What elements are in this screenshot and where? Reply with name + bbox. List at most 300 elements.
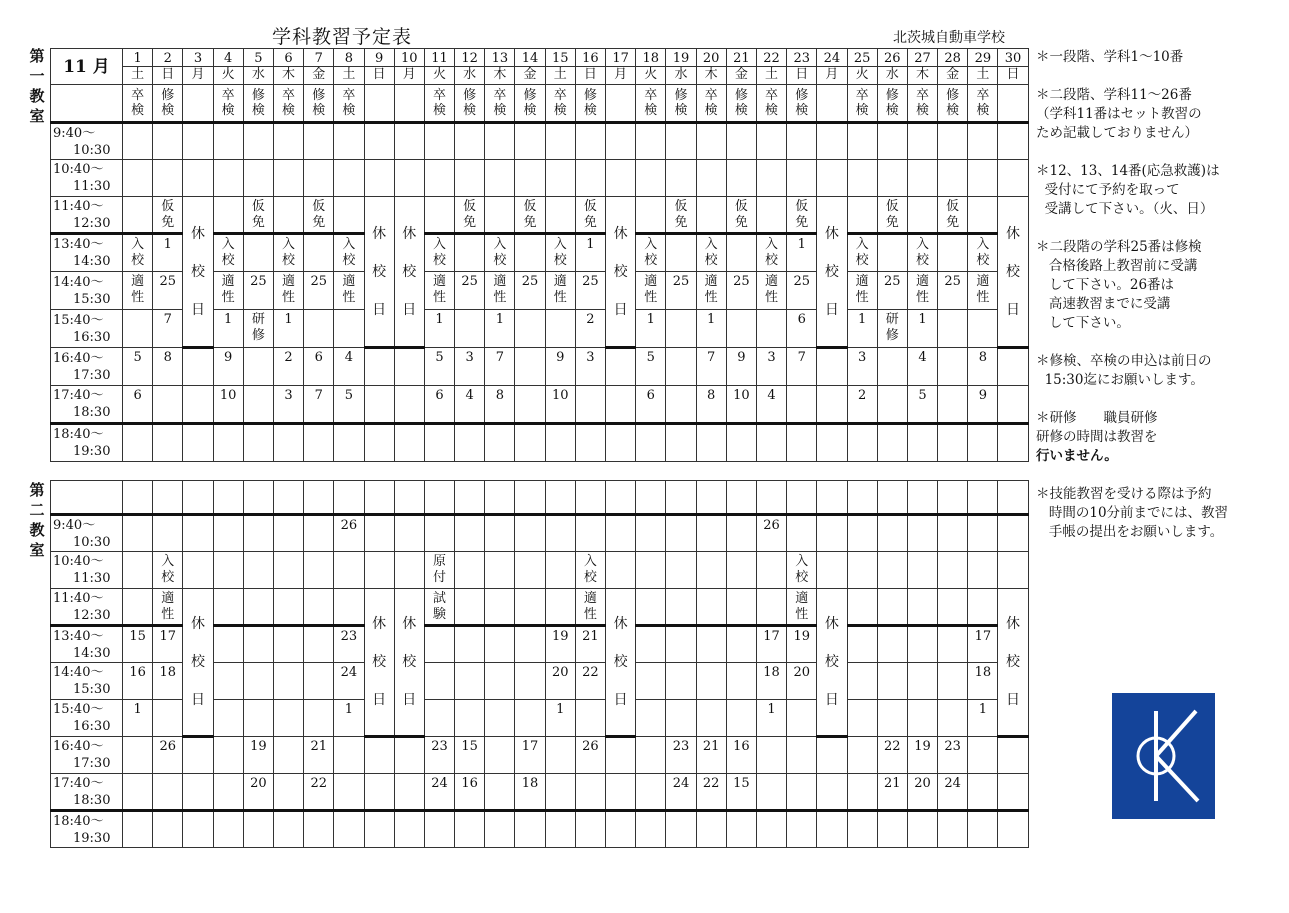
day-header: 17 月 bbox=[606, 49, 636, 85]
schedule-cell bbox=[515, 234, 545, 272]
note-line: ＊研修 職員研修 bbox=[1036, 410, 1158, 426]
time-slot: 16:40～ 17:30 bbox=[51, 348, 123, 386]
schedule-cell bbox=[666, 589, 696, 626]
schedule-cell bbox=[787, 700, 817, 737]
empty-cell bbox=[183, 552, 213, 589]
schedule-cell bbox=[696, 626, 726, 663]
schedule-cell bbox=[636, 197, 666, 234]
schedule-cell bbox=[515, 424, 545, 462]
schedule-cell: 18 bbox=[968, 663, 998, 700]
note-line: して下さい。26番は bbox=[1036, 277, 1175, 293]
schedule-cell bbox=[666, 424, 696, 462]
time-slot: 10:40～ 11:30 bbox=[51, 160, 123, 197]
exam-cell: 卒 検 bbox=[636, 85, 666, 123]
schedule-cell bbox=[907, 663, 937, 700]
schedule-cell: 入 校 bbox=[907, 234, 937, 272]
schedule-cell bbox=[907, 589, 937, 626]
schedule-cell bbox=[756, 160, 786, 197]
schedule-cell: 16 bbox=[726, 737, 756, 774]
header-cell bbox=[998, 481, 1028, 515]
schedule-cell bbox=[243, 160, 273, 197]
schedule-cell bbox=[756, 552, 786, 589]
schedule-cell bbox=[153, 123, 183, 160]
schedule-cell: 入 校 bbox=[153, 552, 183, 589]
note-line: 研修の時間は教習を bbox=[1036, 429, 1158, 445]
schedule-cell: 20 bbox=[787, 663, 817, 700]
schedule-cell bbox=[273, 552, 303, 589]
time-slot: 13:40～ 14:30 bbox=[51, 626, 123, 663]
schedule-cell bbox=[696, 589, 726, 626]
schedule-cell bbox=[515, 160, 545, 197]
schedule-cell bbox=[424, 700, 454, 737]
empty-cell bbox=[817, 123, 847, 160]
exam-cell: 卒 検 bbox=[968, 85, 998, 123]
schedule-cell bbox=[636, 811, 666, 848]
schedule-cell bbox=[877, 552, 907, 589]
schedule-cell bbox=[334, 552, 364, 589]
schedule-cell bbox=[847, 700, 877, 737]
schedule-cell bbox=[968, 774, 998, 811]
schedule-cell: 10 bbox=[545, 386, 575, 424]
schedule-cell bbox=[938, 515, 968, 552]
header-cell bbox=[817, 481, 847, 515]
schedule-cell: 1 bbox=[334, 700, 364, 737]
schedule-cell bbox=[213, 424, 243, 462]
holiday-cell: 休 校 日 bbox=[183, 197, 213, 348]
schedule-cell: 20 bbox=[545, 663, 575, 700]
schedule-cell: 25 bbox=[575, 272, 605, 310]
schedule-cell: 17 bbox=[968, 626, 998, 663]
schedule-cell bbox=[153, 160, 183, 197]
exam-cell: 卒 検 bbox=[696, 85, 726, 123]
empty-cell bbox=[998, 386, 1028, 424]
schedule-cell: 21 bbox=[877, 774, 907, 811]
schedule-cell bbox=[726, 589, 756, 626]
schedule-cell bbox=[907, 552, 937, 589]
header-cell bbox=[455, 481, 485, 515]
schedule-cell bbox=[273, 589, 303, 626]
schedule-cell bbox=[515, 589, 545, 626]
schedule-cell bbox=[334, 811, 364, 848]
schedule-cell: 10 bbox=[213, 386, 243, 424]
schedule-cell bbox=[213, 552, 243, 589]
month-label: 11 月 bbox=[51, 49, 123, 85]
header-cell bbox=[153, 481, 183, 515]
time-slot: 17:40～ 18:30 bbox=[51, 386, 123, 424]
time-slot: 13:40～ 14:30 bbox=[51, 234, 123, 272]
schedule-cell bbox=[968, 737, 998, 774]
schedule-cell bbox=[455, 234, 485, 272]
schedule-cell bbox=[123, 552, 153, 589]
schedule-cell: 22 bbox=[877, 737, 907, 774]
schedule-cell bbox=[485, 197, 515, 234]
schedule-cell bbox=[968, 197, 998, 234]
schedule-cell bbox=[304, 515, 334, 552]
schedule-cell bbox=[847, 552, 877, 589]
schedule-cell bbox=[273, 774, 303, 811]
schedule-cell: 適 性 bbox=[485, 272, 515, 310]
schedule-cell: 1 bbox=[273, 310, 303, 348]
schedule-cell: 17 bbox=[756, 626, 786, 663]
schedule-cell: 25 bbox=[726, 272, 756, 310]
schedule-cell bbox=[515, 386, 545, 424]
schedule-cell bbox=[907, 700, 937, 737]
schedule-cell bbox=[243, 123, 273, 160]
schedule-cell bbox=[696, 700, 726, 737]
schedule-cell bbox=[666, 626, 696, 663]
schedule-cell: 25 bbox=[304, 272, 334, 310]
schedule-cell bbox=[545, 197, 575, 234]
schedule-cell bbox=[273, 700, 303, 737]
schedule-cell: 5 bbox=[907, 386, 937, 424]
header-cell bbox=[968, 481, 998, 515]
school-name: 北茨城自動車学校 bbox=[893, 30, 1005, 46]
empty-cell bbox=[606, 774, 636, 811]
schedule-cell bbox=[968, 552, 998, 589]
schedule-cell bbox=[485, 515, 515, 552]
schedule-cell: 入 校 bbox=[847, 234, 877, 272]
schedule-cell bbox=[545, 552, 575, 589]
schedule-cell bbox=[847, 811, 877, 848]
schedule-cell bbox=[968, 811, 998, 848]
schedule-cell: 10 bbox=[726, 386, 756, 424]
schedule-cell bbox=[847, 160, 877, 197]
schedule-table-room1 bbox=[50, 48, 1029, 462]
school-logo-icon bbox=[1112, 693, 1215, 819]
schedule-cell: 1 bbox=[907, 310, 937, 348]
schedule-cell bbox=[636, 663, 666, 700]
time-slot: 17:40～ 18:30 bbox=[51, 774, 123, 811]
schedule-cell bbox=[123, 515, 153, 552]
schedule-cell: 適 性 bbox=[968, 272, 998, 310]
empty-cell bbox=[364, 386, 394, 424]
schedule-cell: 1 bbox=[756, 700, 786, 737]
schedule-cell bbox=[304, 589, 334, 626]
schedule-cell bbox=[485, 160, 515, 197]
schedule-cell: 5 bbox=[636, 348, 666, 386]
schedule-cell bbox=[545, 774, 575, 811]
schedule-cell bbox=[847, 626, 877, 663]
schedule-cell bbox=[213, 663, 243, 700]
header-cell bbox=[334, 481, 364, 515]
schedule-cell bbox=[968, 424, 998, 462]
schedule-cell: 22 bbox=[304, 774, 334, 811]
schedule-cell bbox=[907, 160, 937, 197]
header-cell bbox=[123, 481, 153, 515]
header-cell bbox=[304, 481, 334, 515]
time-slot: 9:40～ 10:30 bbox=[51, 123, 123, 160]
schedule-cell: 入 校 bbox=[575, 552, 605, 589]
schedule-cell bbox=[636, 700, 666, 737]
schedule-cell bbox=[847, 737, 877, 774]
time-slot: 18:40～ 19:30 bbox=[51, 811, 123, 848]
schedule-cell: 適 性 bbox=[696, 272, 726, 310]
schedule-cell bbox=[968, 310, 998, 348]
schedule-cell bbox=[123, 811, 153, 848]
schedule-cell: 2 bbox=[847, 386, 877, 424]
schedule-cell bbox=[907, 811, 937, 848]
schedule-cell bbox=[847, 589, 877, 626]
time-slot: 10:40～ 11:30 bbox=[51, 552, 123, 589]
schedule-cell bbox=[907, 123, 937, 160]
exam-cell bbox=[364, 85, 394, 123]
day-header: 28 金 bbox=[938, 49, 968, 85]
note-line bbox=[1036, 390, 1281, 409]
header-cell bbox=[756, 481, 786, 515]
empty-cell bbox=[606, 737, 636, 774]
schedule-cell: 25 bbox=[666, 272, 696, 310]
empty-cell bbox=[364, 811, 394, 848]
schedule-cell bbox=[243, 589, 273, 626]
schedule-cell bbox=[756, 737, 786, 774]
day-header: 6 木 bbox=[273, 49, 303, 85]
schedule-cell bbox=[243, 811, 273, 848]
day-header: 2 日 bbox=[153, 49, 183, 85]
header-cell bbox=[545, 481, 575, 515]
day-header: 12 水 bbox=[455, 49, 485, 85]
empty-cell bbox=[998, 737, 1028, 774]
holiday-cell: 休 校 日 bbox=[606, 589, 636, 737]
schedule-cell bbox=[877, 348, 907, 386]
exam-cell: 修 検 bbox=[726, 85, 756, 123]
schedule-cell: 18 bbox=[756, 663, 786, 700]
schedule-cell: 6 bbox=[304, 348, 334, 386]
schedule-cell bbox=[666, 348, 696, 386]
schedule-cell bbox=[515, 310, 545, 348]
schedule-cell: 適 性 bbox=[123, 272, 153, 310]
schedule-cell bbox=[666, 700, 696, 737]
schedule-cell bbox=[485, 737, 515, 774]
schedule-cell bbox=[455, 515, 485, 552]
schedule-cell: 入 校 bbox=[787, 552, 817, 589]
schedule-cell: 19 bbox=[787, 626, 817, 663]
schedule-cell bbox=[726, 234, 756, 272]
schedule-cell: 15 bbox=[726, 774, 756, 811]
schedule-cell bbox=[485, 589, 515, 626]
empty-cell bbox=[183, 737, 213, 774]
schedule-cell: 25 bbox=[455, 272, 485, 310]
schedule-cell bbox=[726, 424, 756, 462]
note-line: 手帳の提出をお願いします。 bbox=[1036, 524, 1224, 540]
schedule-cell bbox=[485, 626, 515, 663]
day-header: 4 火 bbox=[213, 49, 243, 85]
holiday-cell: 休 校 日 bbox=[817, 589, 847, 737]
schedule-cell bbox=[424, 197, 454, 234]
schedule-cell bbox=[213, 197, 243, 234]
note-line: 15:30迄にお願いします。 bbox=[1036, 372, 1204, 388]
schedule-cell: 適 性 bbox=[636, 272, 666, 310]
schedule-cell bbox=[455, 589, 485, 626]
exam-cell bbox=[394, 85, 424, 123]
note-line: 時間の10分前までには、教習 bbox=[1036, 505, 1229, 521]
schedule-cell bbox=[877, 700, 907, 737]
schedule-cell bbox=[424, 663, 454, 700]
schedule-cell bbox=[636, 737, 666, 774]
schedule-cell: 1 bbox=[545, 700, 575, 737]
holiday-cell: 休 校 日 bbox=[364, 197, 394, 348]
schedule-cell bbox=[696, 663, 726, 700]
schedule-cell: 25 bbox=[243, 272, 273, 310]
schedule-cell bbox=[575, 515, 605, 552]
schedule-cell: 適 性 bbox=[545, 272, 575, 310]
schedule-cell bbox=[636, 626, 666, 663]
schedule-cell: 21 bbox=[304, 737, 334, 774]
schedule-cell bbox=[455, 123, 485, 160]
schedule-cell bbox=[726, 310, 756, 348]
schedule-cell: 26 bbox=[334, 515, 364, 552]
schedule-cell bbox=[726, 663, 756, 700]
exam-cell: 卒 検 bbox=[213, 85, 243, 123]
schedule-cell bbox=[304, 310, 334, 348]
schedule-cell: 1 bbox=[636, 310, 666, 348]
schedule-cell: 8 bbox=[485, 386, 515, 424]
schedule-cell bbox=[756, 774, 786, 811]
empty-cell bbox=[183, 123, 213, 160]
schedule-cell bbox=[334, 589, 364, 626]
schedule-cell: 1 bbox=[153, 234, 183, 272]
schedule-cell bbox=[847, 515, 877, 552]
empty-cell bbox=[606, 123, 636, 160]
empty-cell bbox=[998, 424, 1028, 462]
schedule-cell: 仮 免 bbox=[666, 197, 696, 234]
note-line: ＊一段階、学科1～10番 bbox=[1036, 49, 1184, 65]
schedule-cell: 1 bbox=[424, 310, 454, 348]
section2-label: 第 二 教 室 bbox=[29, 481, 45, 559]
note-line bbox=[1036, 219, 1281, 238]
schedule-cell bbox=[787, 160, 817, 197]
exam-cell bbox=[183, 85, 213, 123]
schedule-cell bbox=[877, 386, 907, 424]
time-slot: 16:40～ 17:30 bbox=[51, 737, 123, 774]
schedule-cell: 適 性 bbox=[153, 589, 183, 626]
schedule-cell: 26 bbox=[575, 737, 605, 774]
exam-cell bbox=[998, 85, 1028, 123]
empty-cell bbox=[394, 123, 424, 160]
holiday-cell: 休 校 日 bbox=[998, 589, 1028, 737]
exam-cell: 卒 検 bbox=[756, 85, 786, 123]
header-cell bbox=[877, 481, 907, 515]
schedule-cell bbox=[213, 626, 243, 663]
schedule-cell bbox=[575, 123, 605, 160]
schedule-cell bbox=[273, 197, 303, 234]
schedule-cell: 適 性 bbox=[213, 272, 243, 310]
schedule-cell bbox=[213, 160, 243, 197]
schedule-cell: 2 bbox=[273, 348, 303, 386]
day-header: 14 金 bbox=[515, 49, 545, 85]
schedule-cell bbox=[304, 811, 334, 848]
schedule-cell bbox=[545, 737, 575, 774]
empty-cell bbox=[998, 774, 1028, 811]
note-line: ＊技能教習を受ける際は予約 bbox=[1036, 486, 1212, 502]
schedule-cell: 8 bbox=[696, 386, 726, 424]
schedule-cell bbox=[334, 424, 364, 462]
schedule-cell bbox=[907, 515, 937, 552]
schedule-cell: 7 bbox=[696, 348, 726, 386]
schedule-cell: 入 校 bbox=[213, 234, 243, 272]
schedule-cell bbox=[485, 700, 515, 737]
day-header: 1 土 bbox=[123, 49, 153, 85]
schedule-cell bbox=[575, 424, 605, 462]
schedule-cell bbox=[515, 123, 545, 160]
empty-cell bbox=[817, 160, 847, 197]
schedule-cell bbox=[273, 811, 303, 848]
exam-cell bbox=[606, 85, 636, 123]
schedule-cell bbox=[123, 197, 153, 234]
schedule-cell bbox=[515, 663, 545, 700]
schedule-cell bbox=[455, 811, 485, 848]
schedule-cell: 入 校 bbox=[273, 234, 303, 272]
schedule-cell bbox=[243, 515, 273, 552]
schedule-cell: 1 bbox=[123, 700, 153, 737]
schedule-cell bbox=[575, 386, 605, 424]
header-cell bbox=[636, 481, 666, 515]
schedule-cell bbox=[575, 160, 605, 197]
schedule-cell bbox=[273, 515, 303, 552]
schedule-cell bbox=[666, 310, 696, 348]
schedule-cell bbox=[213, 774, 243, 811]
exam-cell: 修 検 bbox=[877, 85, 907, 123]
schedule-cell bbox=[636, 589, 666, 626]
exam-cell: 卒 検 bbox=[907, 85, 937, 123]
note-line bbox=[1036, 143, 1281, 162]
schedule-cell: 7 bbox=[485, 348, 515, 386]
schedule-cell bbox=[424, 515, 454, 552]
schedule-cell bbox=[123, 774, 153, 811]
schedule-cell: 適 性 bbox=[907, 272, 937, 310]
schedule-cell bbox=[847, 424, 877, 462]
exam-cell: 卒 検 bbox=[485, 85, 515, 123]
schedule-cell bbox=[636, 774, 666, 811]
schedule-cell: 入 校 bbox=[545, 234, 575, 272]
schedule-cell bbox=[938, 234, 968, 272]
day-header: 16 日 bbox=[575, 49, 605, 85]
schedule-cell: 22 bbox=[696, 774, 726, 811]
schedule-cell: 入 校 bbox=[334, 234, 364, 272]
schedule-cell bbox=[485, 552, 515, 589]
day-header: 3 月 bbox=[183, 49, 213, 85]
schedule-cell bbox=[938, 310, 968, 348]
schedule-cell: 仮 免 bbox=[938, 197, 968, 234]
schedule-cell bbox=[636, 160, 666, 197]
schedule-cell bbox=[243, 234, 273, 272]
schedule-cell bbox=[304, 234, 334, 272]
schedule-cell bbox=[334, 160, 364, 197]
schedule-cell: 1 bbox=[213, 310, 243, 348]
schedule-cell bbox=[666, 552, 696, 589]
note-line bbox=[1036, 466, 1281, 485]
day-header: 8 土 bbox=[334, 49, 364, 85]
empty-cell bbox=[817, 811, 847, 848]
schedule-cell: 2 bbox=[575, 310, 605, 348]
schedule-cell bbox=[515, 348, 545, 386]
empty-cell bbox=[998, 348, 1028, 386]
schedule-cell: 1 bbox=[696, 310, 726, 348]
empty-cell bbox=[183, 811, 213, 848]
schedule-cell bbox=[938, 663, 968, 700]
time-slot: 11:40～ 12:30 bbox=[51, 589, 123, 626]
schedule-cell: 23 bbox=[666, 737, 696, 774]
schedule-cell bbox=[153, 386, 183, 424]
schedule-cell: 7 bbox=[787, 348, 817, 386]
note-line bbox=[1036, 67, 1281, 86]
schedule-cell: 19 bbox=[243, 737, 273, 774]
empty-cell bbox=[183, 515, 213, 552]
schedule-cell bbox=[877, 424, 907, 462]
empty-cell bbox=[998, 515, 1028, 552]
schedule-cell: 6 bbox=[123, 386, 153, 424]
schedule-cell: 5 bbox=[424, 348, 454, 386]
schedule-cell bbox=[787, 811, 817, 848]
